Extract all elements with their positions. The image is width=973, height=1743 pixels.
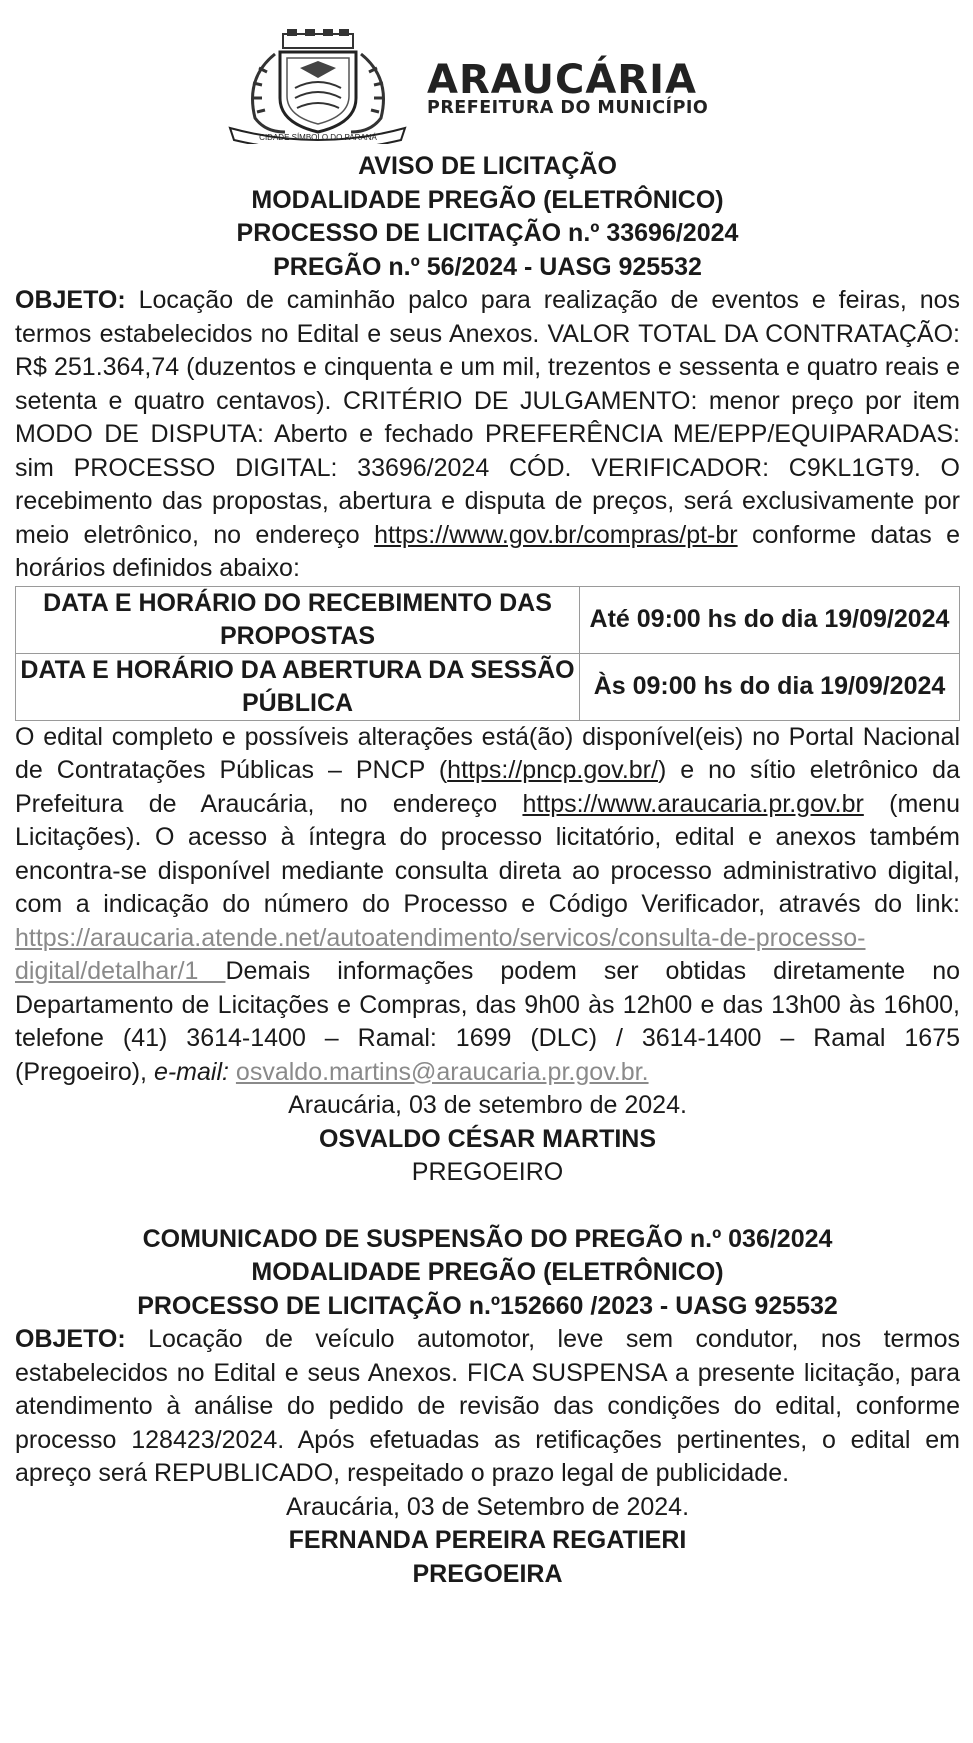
notice2-title-1: COMUNICADO DE SUSPENSÃO DO PREGÃO n.º 036/2024 xyxy=(142,1224,833,1253)
araucaria-link[interactable]: https://www.araucaria.pr.gov.br xyxy=(522,789,864,818)
notice1-edital xyxy=(15,721,960,1090)
table-cell-value: Às 09:00 hs do dia 19/09/2024 xyxy=(580,653,960,720)
notice2-title-2: MODALIDADE PREGÃO (ELETRÔNICO) xyxy=(251,1258,724,1286)
pncp-link[interactable]: https://pncp.gov.br/ xyxy=(447,756,658,784)
seal-motto: CIDADE SÍMBOLO DO PARANÁ xyxy=(259,133,377,142)
notice2-objeto xyxy=(15,1323,960,1491)
table-row xyxy=(16,586,960,653)
notice1-role: PREGOEIRO xyxy=(411,1158,564,1186)
document-page xyxy=(15,0,960,1591)
notice1-date: Araucária, 03 de setembro de 2024. xyxy=(288,1091,687,1119)
header xyxy=(15,0,960,150)
notice2-role: PREGOEIRA xyxy=(412,1559,563,1588)
objeto-label: OBJETO: xyxy=(15,1325,126,1353)
table-cell-value: Até 09:00 hs do dia 19/09/2024 xyxy=(580,586,960,653)
notice2-signer: FERNANDA PEREIRA REGATIERI xyxy=(288,1526,687,1554)
objeto-text: Locação de caminhão palco para realização de eventos e feiras, nos termos estabelecidos no Edital e seus Anexos. VALOR TOTAL DA CONTRATAÇÃO: R$ 251.364,74 (duzentos e cinquenta e um mil, trezentos e sessenta e quatro reais e setenta e quatro centavos). CRITÉRIO DE JULGAMENTO: menor preço por item MODO DE DISPUTA: Aberto e fechado PREFERÊNCIA ME/EPP/EQUIPARADAS: sim PROCESSO DIGITAL: 33696/2024 CÓD. VERIFICADOR: C9KL1GT9. O recebimento das propostas, abertura e disputa de preços, será exclusivamente por meio eletrônico, no endereço xyxy=(15,286,960,549)
email-label: e-mail: xyxy=(153,1057,229,1086)
edital-text-2: ) e no sítio eletrônico da Prefeitura de Araucária, no endereço xyxy=(15,756,960,818)
notice1-title-4: PREGÃO n.º 56/2024 - UASG 925532 xyxy=(273,252,702,281)
dates-table xyxy=(15,586,960,721)
atende-link[interactable]: https://araucaria.atende.net/autoatendimento/servicos/consulta-de-processo-digital/detalhar/1 xyxy=(15,923,866,985)
notice-suspensao xyxy=(15,1223,960,1592)
brand-name: ARAUCÁRIA xyxy=(427,57,697,103)
notice1-title-1: AVISO DE LICITAÇÃO xyxy=(358,152,617,180)
section-gap xyxy=(15,1190,960,1223)
municipal-coat-of-arms-icon xyxy=(225,28,410,144)
compras-link[interactable]: https://www.gov.br/compras/pt-br xyxy=(374,520,738,549)
notice1-objeto xyxy=(15,284,960,586)
edital-text-3: (menu Licitações). O acesso à íntegra do processo licitatório, edital e anexos também encontra-se disponível mediante consulta direta ao processo administrativo digital, com a indicação do número do Processo e Código Verificador, através do link: xyxy=(15,789,961,918)
table-cell-label: DATA E HORÁRIO DO RECEBIMENTO DAS PROPOSTAS xyxy=(16,586,580,653)
objeto-text: Locação de veículo automotor, leve sem condutor, nos termos estabelecidos no Edital e seus Anexos. FICA SUSPENSA a presente licitação, para atendimento à análise do pedido de revisão das condições do edital, conforme processo 128423/2024. Após efetuadas as retificações pertinentes, o edital em apreço será REPUBLICADO, respeitado o prazo legal de publicidade. xyxy=(15,1325,960,1487)
notice1-title-2: MODALIDADE PREGÃO (ELETRÔNICO) xyxy=(251,185,724,214)
table-cell-label: DATA E HORÁRIO DA ABERTURA DA SESSÃO PÚBLICA xyxy=(16,653,580,720)
email-link[interactable]: osvaldo.martins@araucaria.pr.gov.br. xyxy=(235,1057,649,1086)
edital-text-4: Demais informações podem ser obtidas diretamente no Departamento de Licitações e Compras, das 9h00 às 12h00 e das 13h00 às 16h00, telefone (41) 3614-1400 – Ramal: 1699 (DLC) / 3614-1400 – Ramal 1675 (Pregoeiro), xyxy=(15,957,961,1086)
edital-text-1: O edital completo e possíveis alterações está(ão) disponível(eis) no Portal Nacional de Contratações Públicas – PNCP ( xyxy=(15,722,960,784)
municipality-brand xyxy=(427,57,709,118)
notice2-title-3: PROCESSO DE LICITAÇÃO n.º152660 /2023 - UASG 925532 xyxy=(137,1291,838,1320)
notice1-signer: OSVALDO CÉSAR MARTINS xyxy=(318,1124,657,1153)
notice2-date: Araucária, 03 de Setembro de 2024. xyxy=(285,1492,690,1521)
table-row xyxy=(16,653,960,720)
notice1-title-3: PROCESSO DE LICITAÇÃO n.º 33696/2024 xyxy=(236,219,739,247)
brand-subtitle: PREFEITURA DO MUNICÍPIO xyxy=(427,98,709,118)
objeto-label: OBJETO: xyxy=(15,286,126,314)
objeto-tail: conforme datas e horários definidos abaixo: xyxy=(15,520,960,582)
notice-licitacao xyxy=(15,150,960,1190)
